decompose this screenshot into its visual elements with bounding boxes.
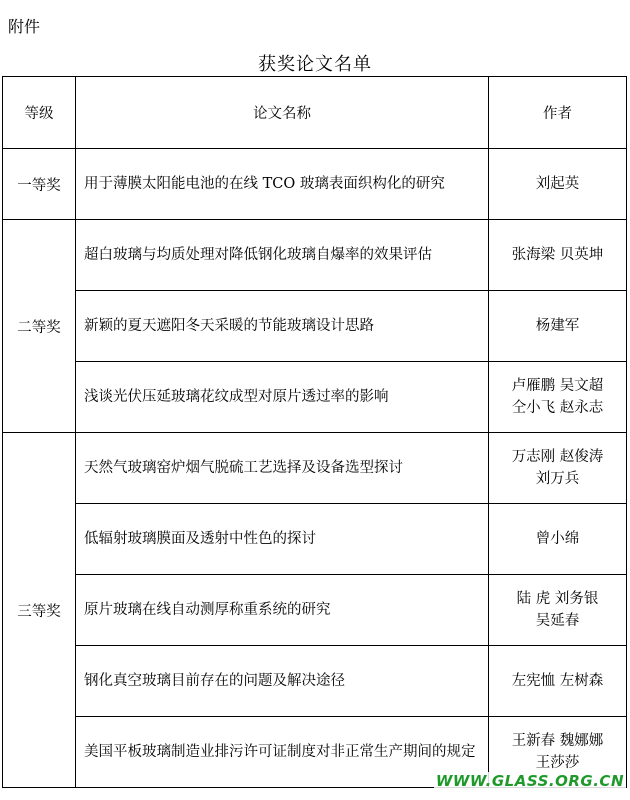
level-cell-first-prize: 一等奖 <box>3 149 76 220</box>
attachment-label: 附件 <box>8 17 41 36</box>
table-row <box>3 575 627 646</box>
author-line: 陆 虎 刘务银 <box>516 591 599 607</box>
author-line: 万志刚 赵俊涛 <box>511 449 604 465</box>
table-row <box>3 220 627 291</box>
site-watermark: WWW.GLASS.ORG.CN <box>435 772 624 790</box>
table-row <box>3 149 627 220</box>
author-line: 吴延春 <box>535 613 580 629</box>
paper-authors <box>489 433 627 504</box>
paper-title: 低辐射玻璃膜面及透射中性色的探讨 <box>76 504 489 575</box>
table-row <box>3 362 627 433</box>
paper-title: 超白玻璃与均质处理对降低钢化玻璃自爆率的效果评估 <box>76 220 489 291</box>
paper-authors <box>489 646 627 717</box>
author-line: 刘起英 <box>535 176 580 192</box>
author-line: 王莎莎 <box>535 755 580 771</box>
author-line: 杨建军 <box>535 318 580 334</box>
author-line: 王新春 魏娜娜 <box>511 733 604 749</box>
author-line: 左宪恤 左树森 <box>511 673 604 689</box>
column-header-level: 等级 <box>3 77 76 149</box>
author-line: 仝小飞 赵永志 <box>511 400 604 416</box>
paper-authors <box>489 149 627 220</box>
paper-authors <box>489 575 627 646</box>
paper-title: 钢化真空玻璃目前存在的问题及解决途径 <box>76 646 489 717</box>
author-line: 卢雁鹏 吴文超 <box>511 378 604 394</box>
paper-title: 天然气玻璃窑炉烟气脱硫工艺选择及设备选型探讨 <box>76 433 489 504</box>
paper-title: 用于薄膜太阳能电池的在线 TCO 玻璃表面织构化的研究 <box>76 149 489 220</box>
document-title: 获奖论文名单 <box>258 54 372 75</box>
column-header-title: 论文名称 <box>76 77 489 149</box>
column-header-author: 作者 <box>489 77 627 149</box>
paper-authors <box>489 504 627 575</box>
author-line: 曾小绵 <box>535 531 580 547</box>
paper-title: 美国平板玻璃制造业排污许可证制度对非正常生产期间的规定 <box>76 717 489 788</box>
level-cell-second-prize: 二等奖 <box>3 220 76 433</box>
paper-title: 浅谈光伏压延玻璃花纹成型对原片透过率的影响 <box>76 362 489 433</box>
paper-title: 新颖的夏天遮阳冬天采暖的节能玻璃设计思路 <box>76 291 489 362</box>
paper-authors <box>489 291 627 362</box>
level-cell-third-prize: 三等奖 <box>3 433 76 788</box>
award-table <box>2 76 627 788</box>
table-row <box>3 646 627 717</box>
paper-title: 原片玻璃在线自动测厚称重系统的研究 <box>76 575 489 646</box>
table-header-row <box>3 77 627 149</box>
table-row <box>3 504 627 575</box>
table-row <box>3 291 627 362</box>
table-row <box>3 433 627 504</box>
paper-authors <box>489 220 627 291</box>
paper-authors <box>489 362 627 433</box>
author-line: 张海梁 贝英坤 <box>511 247 604 263</box>
author-line: 刘万兵 <box>535 471 580 487</box>
